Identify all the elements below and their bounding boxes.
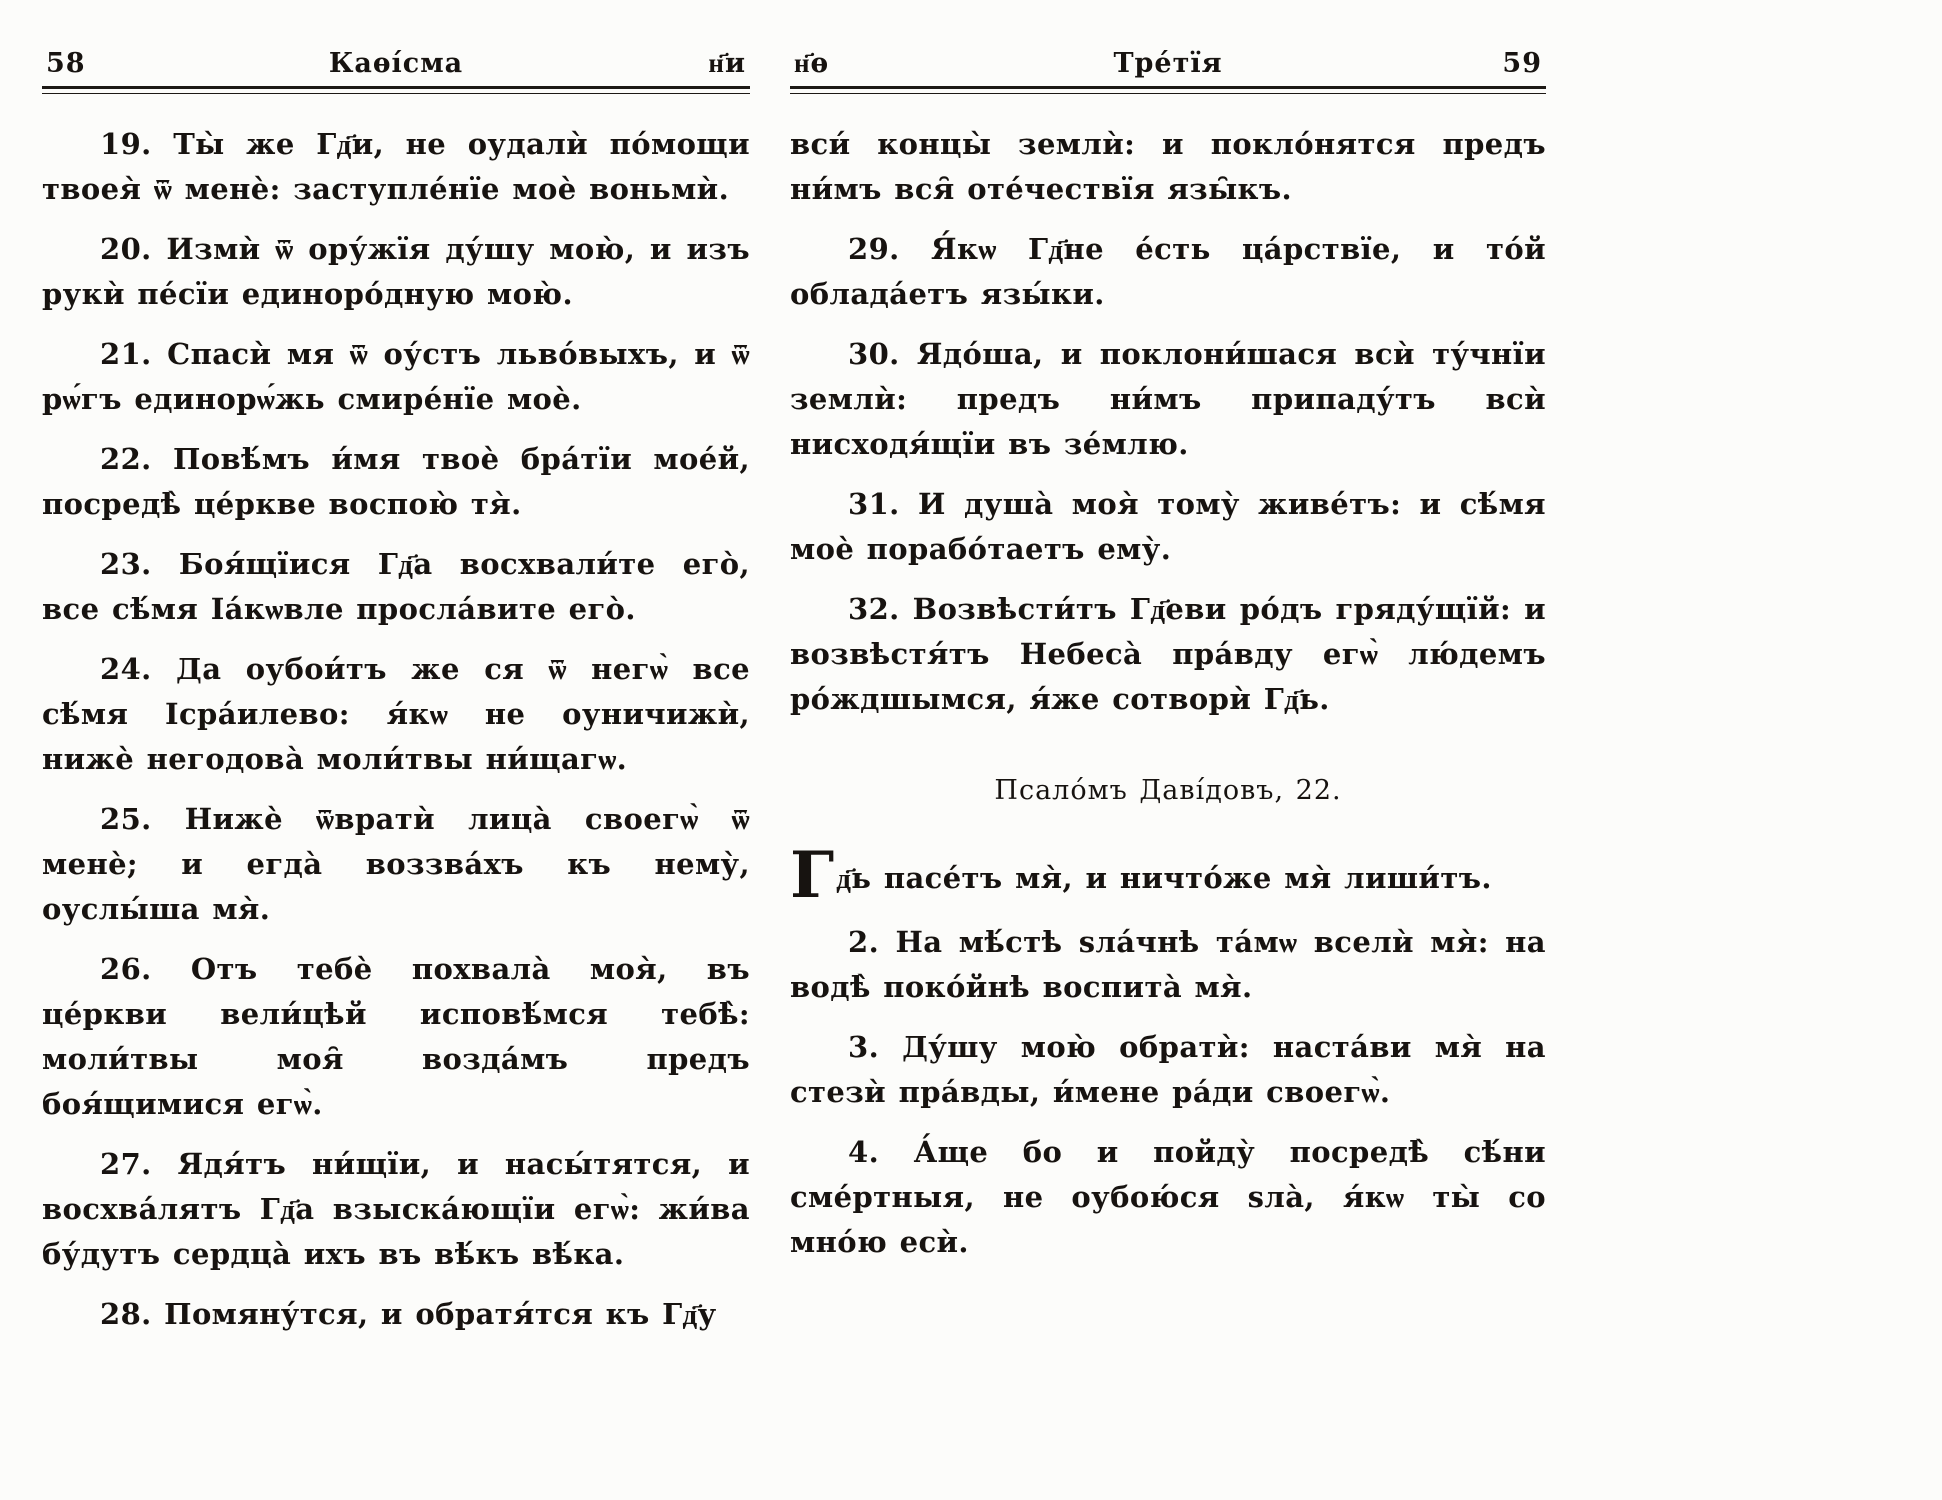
verse-text: д҃ь пасе́тъ мя̀, и ничто́же мя̀ лиши́тъ. — [836, 861, 1492, 895]
psalm-verse-1 — [790, 838, 1546, 913]
verse-23 — [42, 542, 750, 632]
verse-20 — [42, 227, 750, 317]
verse-number: 27. — [100, 1147, 152, 1181]
verse-text: Ду́шу мою̀ обратѝ: наста́ви мя̀ на стезѝ пра́вды, и́мене ра́ди своегѡ̀. — [790, 1029, 1546, 1109]
drop-cap-initial: Г — [790, 838, 837, 913]
verse-27 — [42, 1142, 750, 1277]
verse-21 — [42, 332, 750, 422]
verse-text: Нижѐ ѿвратѝ лица̀ своегѡ̀ ѿ менѐ; и егда̀ воззва́хъ къ нему̀, оуслы́ша мя̀. — [42, 802, 750, 926]
verse-number: 2. — [848, 924, 880, 959]
running-title-left: Каѳі́сма — [328, 48, 464, 79]
text-column-right — [790, 122, 1546, 1265]
verse-number: 3. — [848, 1029, 880, 1064]
psalm-verse-3 — [790, 1025, 1546, 1115]
verse-text: Спасѝ мя ѿ оу́стъ льво́выхъ, и ѿ рѡ́гъ единорѡ́жь смире́нїе моѐ. — [42, 337, 750, 416]
verse-number: 20. — [100, 232, 152, 266]
verse-text: На мѣ́стѣ ѕла́чнѣ та́мѡ вселѝ мя̀: на водѣ̀ поко́йнѣ воспита̀ мя̀. — [790, 924, 1546, 1004]
psalm-verse-4 — [790, 1130, 1546, 1265]
verse-text: Да оубои́тъ же ся ѿ негѡ̀ все сѣ́мя Ісра́илево: я́кѡ не оуничижѝ, нижѐ негодова̀ моли́твы ни́щагѡ. — [42, 652, 750, 776]
verse-number: 24. — [100, 652, 152, 686]
header-rule-left — [42, 86, 750, 94]
verse-19 — [42, 122, 750, 212]
verse-25 — [42, 797, 750, 932]
verse-number: 29. — [848, 232, 900, 266]
verse-number: 4. — [848, 1134, 880, 1169]
verse-26 — [42, 947, 750, 1127]
verse-text: А́ще бо и пойду̀ посредѣ̀ сѣ́ни сме́ртныя, не оубою́ся ѕла̀, я́кѡ ты̀ со мно́ю есѝ. — [790, 1134, 1546, 1259]
verse-29 — [790, 227, 1546, 317]
verse-text: Ты̀ же Гд҃и, не оудалѝ по́мощи твоея̀ ѿ менѐ: заступле́нїе моѐ воньмѝ. — [42, 127, 750, 206]
verse-text: И душа̀ моя̀ тому̀ живе́тъ: и сѣ́мя моѐ порабо́таетъ ему̀. — [790, 487, 1547, 566]
verse-28-continuation — [790, 122, 1546, 212]
verse-text: Возвѣсти́тъ Гд҃еви ро́дъ гряду́щїй: и возвѣстя́тъ Небеса̀ пра́вду егѡ̀ лю́демъ ро́ждшымся, я́же сотворѝ Гд҃ь. — [790, 592, 1546, 716]
verse-text: Помяну́тся, и обратя́тся къ Гд҃у — [164, 1297, 717, 1331]
verse-number: 25. — [100, 802, 152, 836]
psalm-verse-2 — [790, 920, 1546, 1010]
running-title-right: Тре́тїя — [1113, 48, 1223, 79]
verse-text: Боя́щїися Гд҃а восхвали́те его̀, все сѣ́мя Іа́кѡвле просла́вите его̀. — [42, 547, 750, 626]
psalm-heading: Псало́мъ Даві́довъ, 22. — [994, 775, 1342, 806]
text-column-left — [42, 122, 750, 1337]
verse-number: 21. — [100, 337, 152, 371]
page-number-right: 59 — [1502, 48, 1542, 79]
verse-30 — [790, 332, 1546, 467]
verse-28 — [42, 1292, 750, 1337]
page-left-header — [42, 48, 750, 79]
page-right-header — [790, 48, 1546, 79]
verse-22 — [42, 437, 750, 527]
verse-number: 22. — [100, 442, 152, 476]
header-rule-right — [790, 86, 1546, 94]
verse-text: Измѝ ѿ ору́жїя ду́шу мою̀, и изъ рукѝ пе́сїи единоро́дную мою̀. — [42, 232, 750, 311]
verse-text: Повѣ́мъ и́мя твоѐ бра́тїи мое́й, посредѣ̀ це́ркве воспою̀ тя̀. — [42, 442, 751, 521]
page-number-left: 58 — [46, 48, 86, 79]
verse-number: 30. — [848, 337, 900, 371]
verse-text: вси́ концы̀ землѝ: и покло́нятся предъ ни́мъ вся̑ оте́чествїя язы̑къ. — [790, 127, 1546, 206]
verse-number: 28. — [100, 1297, 152, 1331]
verse-31 — [790, 482, 1546, 572]
verse-text: Отъ тебѐ похвала̀ моя̀, въ це́ркви вели́цѣй исповѣ́мся тебѣ̀: моли́твы моя̑ возда́мъ предъ боя́щимися егѡ̀. — [42, 952, 750, 1121]
verse-number: 19. — [100, 127, 152, 161]
verse-number: 26. — [100, 952, 152, 986]
verse-32 — [790, 587, 1546, 722]
page-right — [790, 48, 1546, 1280]
verse-text: Ядя́тъ ни́щїи, и насы́тятся, и восхва́лятъ Гд҃а взыска́ющїи егѡ̀: жи́ва бу́дутъ сердца̀ ихъ въ вѣ́къ вѣ́ка. — [42, 1147, 750, 1271]
verse-text: Я́кѡ Гд҃не е́сть ца́рствїе, и то́й облада́етъ язы́ки. — [790, 232, 1546, 311]
verse-24 — [42, 647, 750, 782]
verse-number: 31. — [848, 487, 900, 521]
verse-text: Ядо́ша, и поклони́шася всѝ ту́чнїи землѝ: предъ ни́мъ припаду́тъ всѝ нисходя́щїи въ зе́млю. — [790, 337, 1546, 461]
page-left — [42, 48, 750, 1352]
folio-mark-left: н҃и — [708, 48, 746, 79]
folio-mark-right: н҃ѳ — [794, 48, 830, 79]
verse-number: 32. — [848, 592, 900, 626]
verse-number: 23. — [100, 547, 152, 581]
